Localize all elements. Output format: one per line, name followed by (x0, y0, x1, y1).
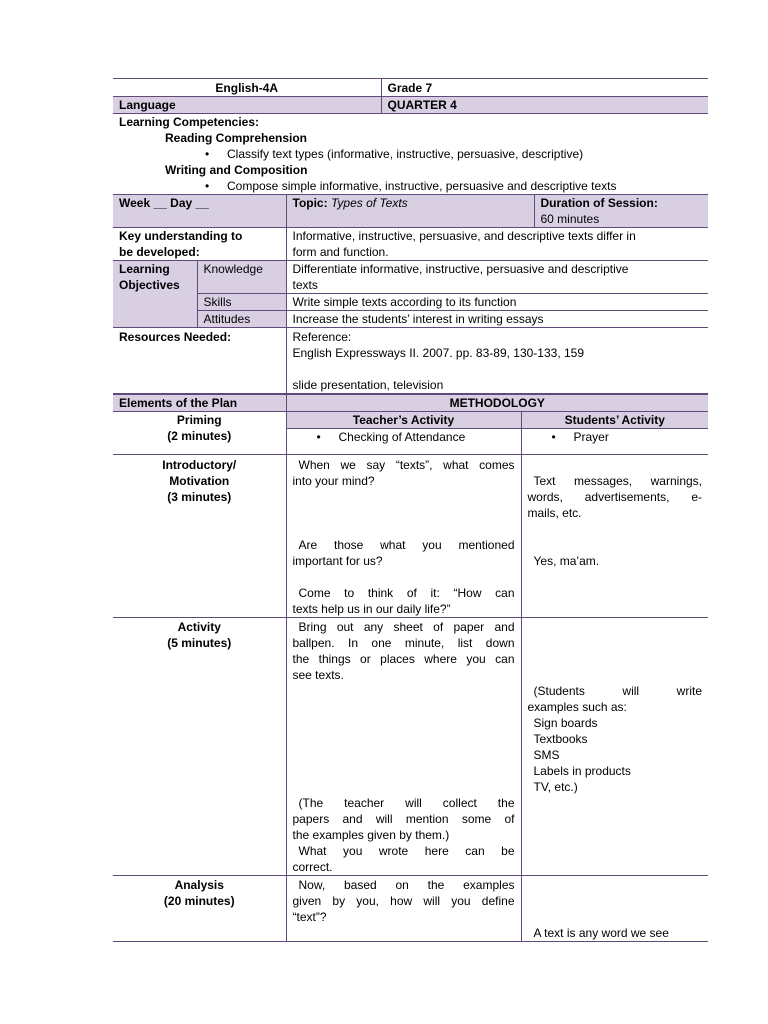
key-understanding-label: Key understanding to (119, 229, 243, 243)
intro-name: Introductory/ (162, 458, 237, 472)
bullet-icon: • (551, 430, 556, 444)
intro-student-cell (521, 455, 708, 618)
priming-teacher-cell (286, 429, 521, 455)
objectives-label-2: Objectives (119, 278, 180, 292)
intro-name-2: Motivation (169, 474, 230, 488)
skills-label-cell (197, 294, 286, 311)
bullet-icon: • (205, 147, 210, 161)
other-resources: slide presentation, television (292, 378, 444, 392)
writing-title: Writing and Composition (165, 163, 308, 177)
reading-item: • Classify text types (informative, instructive, persuasive, descriptive) (205, 147, 584, 161)
competencies-section (113, 114, 708, 194)
knowledge-text-2: texts (292, 278, 318, 292)
intro-teacher-2b: important for us? (292, 554, 383, 568)
week-day-cell (113, 195, 286, 228)
writing-item: • Compose simple informative, instructive, persuasive and descriptive texts (205, 179, 617, 193)
attitudes-text: Increase the students’ interest in writing essays (292, 312, 544, 326)
intro-teacher-cell (286, 455, 521, 618)
reading-list (119, 146, 702, 162)
activity-teacher-3b: correct. (292, 860, 333, 874)
activity-student-1: (Students will write (533, 684, 702, 698)
lesson-plan-document (113, 78, 708, 942)
activity-teacher-1c: the things or places where you can (292, 652, 515, 666)
key-understanding-label-2: be developed: (119, 245, 200, 259)
analysis-student-1: A text is any word we see (533, 926, 669, 940)
intro-student-2: Yes, ma’am. (533, 554, 600, 568)
topic-cell (286, 195, 534, 228)
activity-student-item: Labels in products (533, 764, 631, 778)
methodology-header-cell (286, 395, 708, 412)
key-understanding-text-cell (286, 228, 708, 261)
resources-text-cell (286, 328, 708, 394)
grade-text: Grade 7 (387, 81, 433, 95)
subject-cell (113, 79, 381, 97)
knowledge-text: Differentiate informative, instructive, persuasive and descriptive (292, 262, 629, 276)
elements-header: Elements of the Plan (119, 396, 238, 410)
competencies-title: Learning Competencies: (119, 115, 260, 129)
priming-label-cell (113, 412, 286, 455)
area-cell (113, 97, 381, 114)
activity-student-1b: examples such as: (527, 700, 627, 714)
resources-label: Resources Needed: (119, 330, 232, 344)
intro-teacher-2: Are those what you mentioned (298, 538, 515, 552)
subject-text: English-4A (215, 81, 279, 95)
skills-text: Write simple texts according to its function (292, 295, 517, 309)
duration-cell (534, 195, 708, 228)
attitudes-label-cell (197, 311, 286, 328)
bullet-icon: • (205, 179, 210, 193)
activity-teacher-1d: see texts. (292, 668, 344, 682)
elements-header-cell (113, 395, 286, 412)
reading-title: Reading Comprehension (165, 131, 308, 145)
activity-time: (5 minutes) (167, 636, 232, 650)
area-text: Language (119, 98, 176, 112)
intro-student-1: Text messages, warnings, (533, 474, 702, 488)
activity-student-item: Sign boards (533, 716, 598, 730)
methodology-table (113, 394, 708, 942)
analysis-teacher-1c: “text”? (292, 910, 327, 924)
intro-teacher-1: When we say “texts”, what comes (298, 458, 515, 472)
header-table (113, 78, 708, 114)
activity-student-cell (521, 618, 708, 876)
activity-teacher-1b: ballpen. In one minute, list down (292, 636, 515, 650)
key-understanding-label-cell (113, 228, 286, 261)
priming-name: Priming (176, 413, 222, 427)
session-table (113, 194, 708, 394)
analysis-teacher-cell (286, 876, 521, 942)
methodology-header: METHODOLOGY (449, 396, 545, 410)
activity-teacher-cell (286, 618, 521, 876)
priming-student-item: • Prayer (551, 430, 609, 444)
analysis-teacher-1: Now, based on the examples (298, 878, 515, 892)
intro-student-1b: words, advertisements, e- (527, 490, 702, 504)
topic-value: Types of Texts (330, 196, 408, 210)
reference-label: Reference: (292, 330, 352, 344)
activity-teacher-2c: the examples given by them.) (292, 828, 450, 842)
priming-teacher-item: • Checking of Attendance (316, 430, 466, 444)
activity-teacher-3: What you wrote here can be (298, 844, 515, 858)
knowledge-label-cell (197, 261, 286, 294)
quarter-cell (381, 97, 708, 114)
objectives-label: Learning (119, 262, 170, 276)
priming-time: (2 minutes) (167, 429, 232, 443)
skills-label: Skills (203, 295, 232, 309)
grade-cell (381, 79, 708, 97)
topic-label: Topic: (292, 196, 328, 210)
priming-student-cell (521, 429, 708, 455)
duration-value: 60 minutes (540, 212, 600, 226)
attitudes-label: Attitudes (203, 312, 251, 326)
skills-text-cell (286, 294, 708, 311)
teacher-header: Teacher’s Activity (352, 413, 455, 427)
duration-label: Duration of Session: (540, 196, 658, 210)
attitudes-text-cell (286, 311, 708, 328)
intro-student-1c: mails, etc. (527, 506, 582, 520)
intro-time: (3 minutes) (167, 490, 232, 504)
activity-student-item: Textbooks (533, 732, 588, 746)
intro-teacher-1b: into your mind? (292, 474, 375, 488)
activity-name: Activity (177, 620, 221, 634)
analysis-label-cell (113, 876, 286, 942)
activity-student-item: TV, etc.) (533, 780, 578, 794)
knowledge-label: Knowledge (203, 262, 263, 276)
activity-teacher-2b: papers and will mention some of (292, 812, 515, 826)
key-understanding-text-2: form and function. (292, 245, 389, 259)
week-day-text: Week __ Day __ (119, 196, 209, 210)
teacher-header-cell (286, 412, 521, 429)
intro-teacher-3b: texts help us in our daily life?” (292, 602, 451, 616)
analysis-teacher-1b: given by you, how will you define (292, 894, 515, 908)
reference-text: English Expressways II. 2007. pp. 83-89, 130-133, 159 (292, 346, 585, 360)
activity-student-item: SMS (533, 748, 560, 762)
bullet-icon: • (316, 430, 321, 444)
knowledge-text-cell (286, 261, 708, 294)
activity-label-cell (113, 618, 286, 876)
quarter-text: QUARTER 4 (387, 98, 457, 112)
writing-list (119, 178, 702, 194)
objectives-label-cell (113, 261, 197, 328)
analysis-student-cell (521, 876, 708, 942)
intro-teacher-3: Come to think of it: “How can (298, 586, 515, 600)
students-header-cell (521, 412, 708, 429)
activity-teacher-1: Bring out any sheet of paper and (298, 620, 515, 634)
students-header: Students’ Activity (564, 413, 665, 427)
resources-label-cell (113, 328, 286, 394)
activity-teacher-2: (The teacher will collect the (298, 796, 515, 810)
intro-label-cell (113, 455, 286, 618)
key-understanding-text: Informative, instructive, persuasive, and descriptive texts differ in (292, 229, 636, 243)
analysis-name: Analysis (174, 878, 224, 892)
analysis-time: (20 minutes) (163, 894, 235, 908)
